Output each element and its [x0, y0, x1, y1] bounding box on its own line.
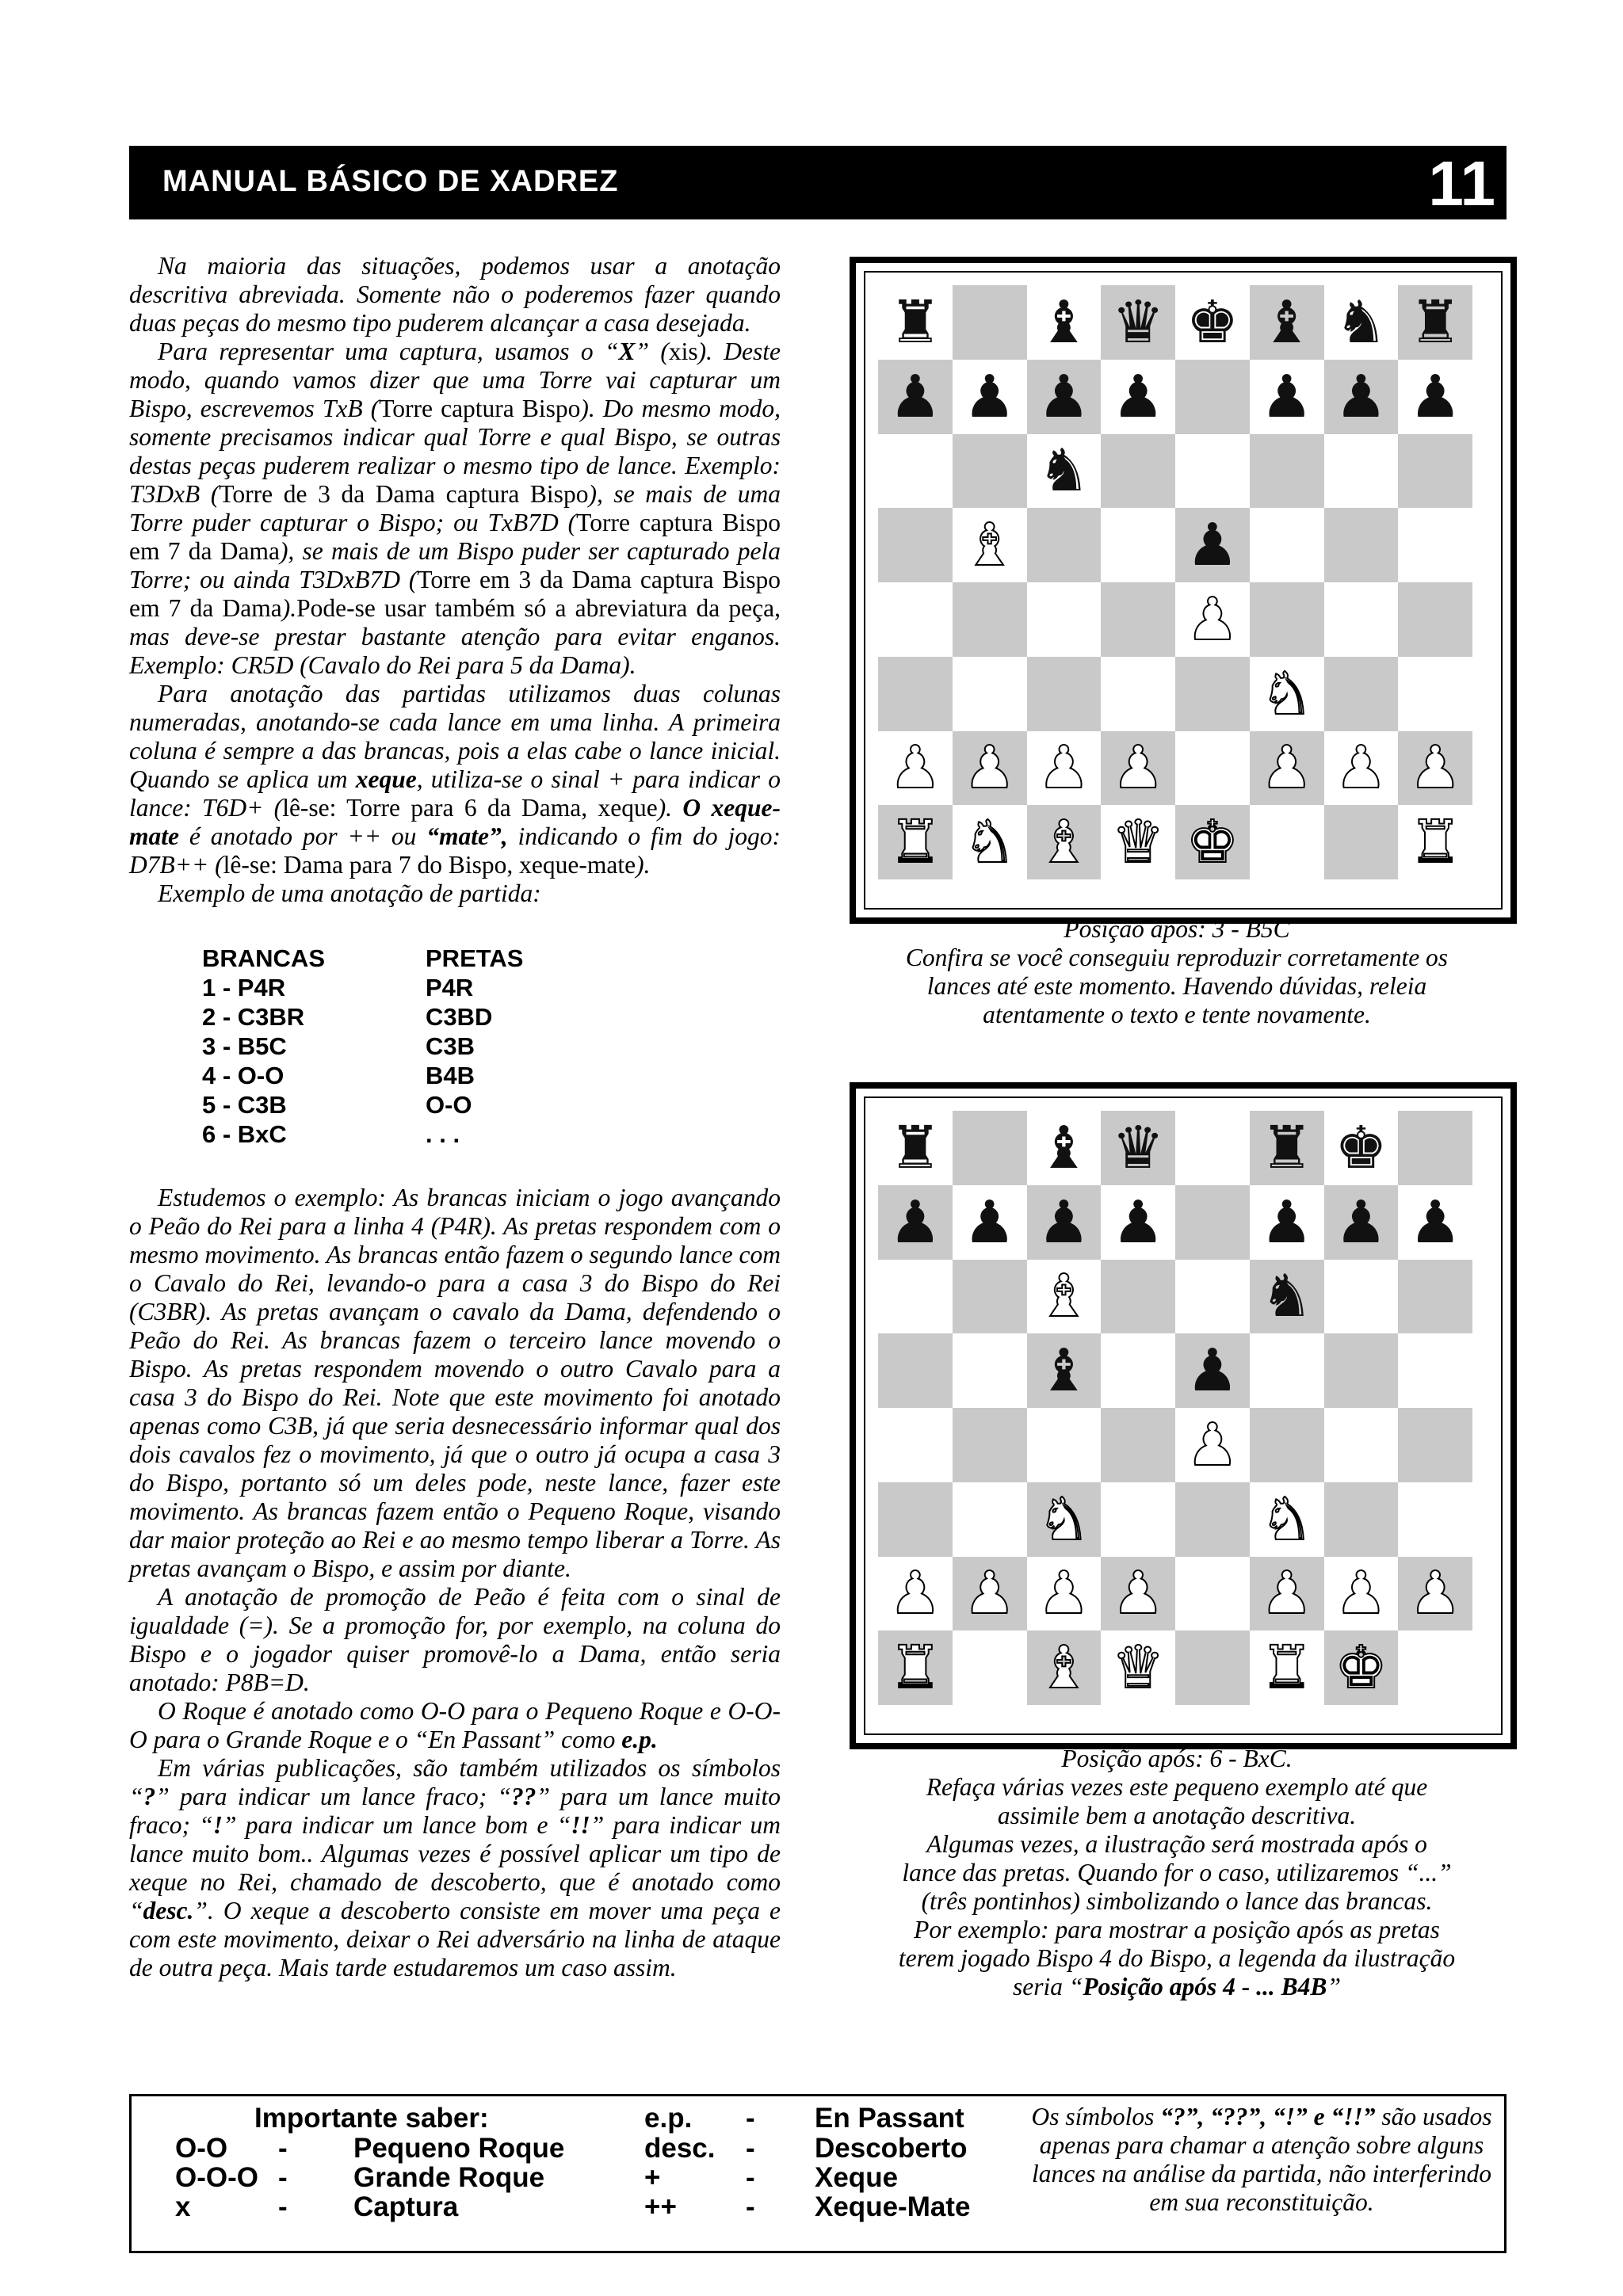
notation-dash: - [746, 2191, 755, 2222]
board-square [1324, 1111, 1399, 1185]
board-square [1324, 657, 1399, 731]
black-king-icon: ♚ [1186, 288, 1239, 357]
board-square [953, 1557, 1027, 1631]
board-square [1175, 1408, 1250, 1482]
board-square [1324, 434, 1399, 509]
white-bishop-icon: ♝ [1037, 1634, 1090, 1703]
board-square [953, 508, 1027, 582]
board-square [1250, 582, 1324, 657]
black-pawn-icon: ♟ [1186, 1337, 1239, 1405]
board-square [1027, 434, 1102, 509]
caption-line: lances até este momento. Havendo dúvidas, releia [926, 972, 1427, 1000]
black-pawn-icon: ♟ [1260, 1188, 1313, 1257]
black-pawn-icon: ♟ [1037, 362, 1090, 431]
white-pawn-icon: ♟ [963, 1559, 1016, 1628]
board-square [878, 508, 953, 582]
table-row: 2 - C3BR C3BD [202, 1003, 493, 1031]
board-square [1175, 1557, 1250, 1631]
board-square [953, 805, 1027, 879]
black-rook-icon: ♜ [1408, 288, 1462, 357]
board-square [1398, 1185, 1472, 1260]
board-square [1175, 1482, 1250, 1557]
black-pawn-icon: ♟ [1408, 362, 1462, 431]
board-square [878, 1185, 953, 1260]
white-queen-icon: ♛ [1111, 808, 1165, 877]
notation-dash: - [746, 2133, 755, 2164]
table-row: 3 - B5C C3B [202, 1032, 475, 1060]
board-square [878, 285, 953, 360]
manual-title: MANUAL BÁSICO DE XADREZ [162, 165, 619, 198]
board-square [1398, 657, 1472, 731]
notation-meaning: Descoberto [815, 2133, 968, 2164]
white-rook-icon: ♜ [888, 808, 942, 877]
caption-line: atentamente o texto e tente novamente. [983, 1001, 1371, 1028]
black-queen-icon: ♛ [1111, 288, 1165, 357]
board-square [1175, 508, 1250, 582]
board-square [1101, 657, 1175, 731]
caption-line: (três pontinhos) simbolizando o lance das brancas. [921, 1887, 1433, 1915]
white-pawn-icon: ♟ [1408, 1559, 1462, 1628]
board-square [1101, 582, 1175, 657]
white-knight-icon: ♞ [1260, 659, 1313, 728]
board-square [878, 805, 953, 879]
paragraph-capture: Para representar uma captura, usamos o “X” (xis). Deste modo, quando vamos dizer que uma Torre vai capturar um Bispo, escrevemos TxB (Torre captura Bispo). Do mesmo modo, somente precisamos indicar qual Torre e qual Bispo, se outras destas peças puderem realizar o mesmo tipo de lance. Exemplo: T3DxB (Torre de 3 da Dama captura Bispo), se mais de uma Torre puder capturar o Bispo; ou TxB7D (Torre captura Bispo em 7 da Dama), se mais de um Bispo puder ser capturado pela Torre; ou ainda T3DxB7D (Torre em 3 da Dama captura Bispo em 7 da Dama).Pode-se usar também só a abreviatura da peça, mas deve-se prestar bastante atenção para evitar enganos. Exemplo: CR5D (Cavalo do Rei para 5 da Dama). [129, 338, 781, 679]
board-square [1027, 508, 1102, 582]
board-square [1027, 1482, 1102, 1557]
black-king-icon: ♚ [1335, 1113, 1388, 1182]
board-square [878, 1482, 953, 1557]
caption-line: Posição após: 3 - B5C [1064, 915, 1290, 943]
board-square [1101, 1630, 1175, 1705]
notation-dash: - [278, 2191, 288, 2222]
black-knight-icon: ♞ [1335, 288, 1388, 357]
black-knight-icon: ♞ [1260, 1262, 1313, 1331]
board-square [1101, 1111, 1175, 1185]
page-header [129, 146, 1507, 219]
white-pawn-icon: ♟ [1260, 734, 1313, 803]
board-square [953, 1185, 1027, 1260]
board-square [1175, 285, 1250, 360]
board-square [1101, 1482, 1175, 1557]
notation-symbol: ++ [644, 2191, 677, 2222]
board-square [1027, 1408, 1102, 1482]
board-square [1027, 1260, 1102, 1334]
symbols-note: Os símbolos “?”, “??”, “!” e “!!” são usados apenas para chamar a atenção sobre alguns lances na análise da partida, não interferindo em sua reconstituição. [1031, 2103, 1492, 2216]
board-square [1324, 805, 1399, 879]
white-queen-icon: ♛ [1111, 1634, 1165, 1703]
white-pawn-icon: ♟ [1186, 585, 1239, 654]
caption-line: Refaça várias vezes este pequeno exemplo até que [926, 1773, 1428, 1801]
white-knight-icon: ♞ [1260, 1485, 1313, 1554]
board-square [1101, 1557, 1175, 1631]
caption-line: Por exemplo: para mostrar a posição após as pretas [914, 1916, 1440, 1943]
notation-dash: - [278, 2133, 288, 2164]
table-header [202, 944, 781, 973]
white-pawn-icon: ♟ [1037, 1559, 1090, 1628]
board-square [1324, 1482, 1399, 1557]
black-pawn-icon: ♟ [963, 1188, 1016, 1257]
board-square [1175, 1333, 1250, 1408]
game-notation-table [202, 944, 781, 1149]
white-pawn-icon: ♟ [1335, 734, 1388, 803]
board-square [1101, 360, 1175, 434]
board-square [1250, 731, 1324, 806]
white-pawn-icon: ♟ [1335, 1559, 1388, 1628]
board-square [1175, 582, 1250, 657]
board-square [1027, 1557, 1102, 1631]
board-square [1101, 285, 1175, 360]
board-square [1027, 285, 1102, 360]
board-square [953, 360, 1027, 434]
board-square [1250, 1185, 1324, 1260]
black-pawn-icon: ♟ [1186, 511, 1239, 580]
board-square [953, 1630, 1027, 1705]
white-pawn-icon: ♟ [888, 1559, 942, 1628]
board-square [878, 434, 953, 509]
black-rook-icon: ♜ [888, 288, 942, 357]
white-knight-icon: ♞ [963, 808, 1016, 877]
board-square [878, 1630, 953, 1705]
board-square [1027, 657, 1102, 731]
board-square [1398, 1482, 1472, 1557]
black-rook-icon: ♜ [1260, 1113, 1313, 1182]
black-pawn-icon: ♟ [1260, 362, 1313, 431]
board-square [1250, 657, 1324, 731]
white-bishop-icon: ♝ [1037, 808, 1090, 877]
white-pawn-icon: ♟ [1111, 734, 1165, 803]
board-square [878, 1260, 953, 1334]
board-square [878, 360, 953, 434]
board-square [1250, 1260, 1324, 1334]
board-square [1324, 1408, 1399, 1482]
board-square [1398, 1111, 1472, 1185]
board-square [1101, 508, 1175, 582]
board-square [878, 1111, 953, 1185]
white-bishop-icon: ♝ [1037, 1262, 1090, 1331]
info-heading: Importante saber: [254, 2103, 489, 2134]
board-square [1027, 582, 1102, 657]
board-square [953, 582, 1027, 657]
board-square [1175, 1185, 1250, 1260]
board-square [953, 657, 1027, 731]
table-row: 5 - C3B O-O [202, 1091, 472, 1119]
board-square [953, 1408, 1027, 1482]
board-square [1324, 360, 1399, 434]
board-square [878, 1333, 953, 1408]
board-square [1398, 1630, 1472, 1705]
board-square [1398, 805, 1472, 879]
caption-line: Confira se você conseguiu reproduzir corretamente os [905, 944, 1449, 971]
black-pawn-icon: ♟ [1335, 1188, 1388, 1257]
page-number: 11 [1428, 148, 1495, 219]
black-knight-icon: ♞ [1037, 437, 1090, 505]
board-square [1250, 1333, 1324, 1408]
board-square [1398, 285, 1472, 360]
white-pawn-icon: ♟ [1037, 734, 1090, 803]
board-square [953, 1111, 1027, 1185]
board-square [1101, 1408, 1175, 1482]
notation-meaning: Grande Roque [353, 2162, 545, 2193]
board-square [1324, 1185, 1399, 1260]
board-square [1250, 1111, 1324, 1185]
black-pawn-icon: ♟ [1037, 1188, 1090, 1257]
board-square [878, 1557, 953, 1631]
white-pawn-icon: ♟ [1111, 1559, 1165, 1628]
caption-line: Algumas vezes, a ilustração será mostrada após o [926, 1830, 1427, 1858]
board-square [1250, 1557, 1324, 1631]
board-square [1101, 805, 1175, 879]
notation-symbol: e.p. [644, 2103, 693, 2134]
white-king-icon: ♚ [1335, 1634, 1388, 1703]
paragraph-study-example: Estudemos o exemplo: As brancas iniciam o jogo avançando o Peão do Rei para a linha 4 (P4R). As pretas respondem com o mesmo movimento. As brancas então fazem o segundo lance com o Cavalo do Rei, levando-o para a casa 3 do Bispo do Rei (C3BR). As pretas avançam o cavalo da Dama, defendendo o Peão do Rei. As brancas fazem o terceiro lance movendo o Bispo. As pretas respondem movendo o outro Cavalo para a casa 3 do Bispo do Rei. Note que este movimento foi anotado apenas como C3B, já que seria desnecessário informar qual dos dois cavalos fez o movimento, já que o outro já ocupa a casa 3 do Bispo, portanto só um deles pode, neste lance, fazer este movimento. As brancas fazem então o Pequeno Roque, visando dar maior proteção ao Rei e ao mesmo tempo liberar a Torre. As pretas avançam o Bispo, e assim por diante. [129, 1184, 781, 1582]
paragraph-example-intro: Exemplo de uma anotação de partida: [158, 879, 541, 907]
board-square [953, 285, 1027, 360]
board-square [1101, 1185, 1175, 1260]
board-square [1398, 582, 1472, 657]
white-rook-icon: ♜ [888, 1634, 942, 1703]
board-square [1027, 1111, 1102, 1185]
board-square [1398, 1408, 1472, 1482]
board-square [1027, 1630, 1102, 1705]
column-pretas: PRETAS [426, 944, 524, 972]
paragraph-castling: O Roque é anotado como O-O para o Pequeno Roque e O-O-O para o Grande Roque e o “En Passant” como e.p. [129, 1697, 781, 1753]
black-pawn-icon: ♟ [963, 362, 1016, 431]
white-rook-icon: ♜ [1260, 1634, 1313, 1703]
board-square [1175, 731, 1250, 806]
white-pawn-icon: ♟ [1408, 734, 1462, 803]
notation-symbol: desc. [644, 2133, 716, 2164]
table-row: 1 - P4R P4R [202, 974, 474, 1001]
chess-board-1 [878, 285, 1472, 879]
board-square [1250, 805, 1324, 879]
black-queen-icon: ♛ [1111, 1113, 1165, 1182]
white-pawn-icon: ♟ [1260, 1559, 1313, 1628]
caption-line: assimile bem a anotação descritiva. [997, 1802, 1357, 1829]
white-pawn-icon: ♟ [888, 734, 942, 803]
table-row: 4 - O-O B4B [202, 1062, 475, 1089]
black-pawn-icon: ♟ [888, 1188, 942, 1257]
notation-dash: - [278, 2162, 288, 2193]
board-square [1324, 1630, 1399, 1705]
board-square [1175, 1260, 1250, 1334]
column-brancas: BRANCAS [202, 944, 325, 972]
board-square [1398, 1260, 1472, 1334]
table-row: 6 - BxC . . . [202, 1120, 460, 1148]
notation-symbol: O-O-O [175, 2162, 258, 2193]
board-square [1175, 1111, 1250, 1185]
white-rook-icon: ♜ [1408, 808, 1462, 877]
notation-meaning: Xeque-Mate [815, 2191, 971, 2222]
board-square [1175, 360, 1250, 434]
notation-symbol: O-O [175, 2133, 228, 2164]
board-square [1175, 657, 1250, 731]
paragraph-promotion: A anotação de promoção de Peão é feita com o sinal de igualdade (=). Se a promoção for, por exemplo, na coluna do Bispo e o jogador quiser promovê-lo a Dama, então seria anotado: P8B=D. [129, 1583, 781, 1696]
black-rook-icon: ♜ [888, 1113, 942, 1182]
board-square [878, 582, 953, 657]
notation-symbol: x [175, 2191, 191, 2222]
black-pawn-icon: ♟ [888, 362, 942, 431]
board-square [953, 1333, 1027, 1408]
board-square [1398, 1557, 1472, 1631]
paragraph-symbols: Em várias publicações, são também utilizados os símbolos “?” para indicar um lance fraco; “??” para um lance muito fraco; “!” para indicar um lance bom e “!!” para indicar um lance muito bom.. Algumas vezes é possível aplicar um tipo de xeque no Rei, chamado de descoberto, que é anotado como “desc.”. O xeque a descoberto consiste em mover uma peça e com este movimento, deixar o Rei adversário na linha de ataque de outra peça. Mais tarde estudaremos um caso assim. [129, 1754, 781, 1981]
board-square [1250, 360, 1324, 434]
notation-meaning: Pequeno Roque [353, 2133, 565, 2164]
important-info-box [129, 2094, 1507, 2253]
white-bishop-icon: ♝ [963, 511, 1016, 580]
white-pawn-icon: ♟ [1186, 1410, 1239, 1479]
board-square [1027, 805, 1102, 879]
left-column [129, 252, 781, 1982]
notation-dash: - [746, 2162, 755, 2193]
board-square [1101, 1260, 1175, 1334]
board-square [1250, 285, 1324, 360]
board-square [1027, 731, 1102, 806]
board-square [1101, 731, 1175, 806]
board-square [1250, 1482, 1324, 1557]
white-knight-icon: ♞ [1037, 1485, 1090, 1554]
board-square [1324, 582, 1399, 657]
caption-title: Posição após: 6 - BxC. [1061, 1745, 1293, 1772]
board-square [878, 1408, 953, 1482]
black-pawn-icon: ♟ [1111, 1188, 1165, 1257]
board-square [1324, 731, 1399, 806]
board-square [1398, 1333, 1472, 1408]
black-bishop-icon: ♝ [1037, 1337, 1090, 1405]
board-square [1250, 1630, 1324, 1705]
board-square [1175, 434, 1250, 509]
board-square [1027, 360, 1102, 434]
diagram-2-caption [844, 1745, 1510, 2001]
notation-symbol: + [644, 2162, 661, 2193]
notation-dash: - [746, 2103, 755, 2134]
board-square [953, 731, 1027, 806]
board-square [1250, 434, 1324, 509]
black-pawn-icon: ♟ [1111, 362, 1165, 431]
chess-diagram-1 [850, 257, 1517, 924]
board-square [953, 1260, 1027, 1334]
board-square [1250, 508, 1324, 582]
board-square [1398, 508, 1472, 582]
board-square [878, 657, 953, 731]
black-pawn-icon: ♟ [1335, 362, 1388, 431]
board-square [1398, 731, 1472, 806]
caption-line: seria “Posição após 4 - ... B4B” [1013, 1973, 1341, 2000]
white-king-icon: ♚ [1186, 808, 1239, 877]
board-square [1324, 1557, 1399, 1631]
notation-meaning: Captura [353, 2191, 459, 2222]
board-square [953, 434, 1027, 509]
board-square [1027, 1185, 1102, 1260]
diagram-1-caption [844, 915, 1510, 1029]
board-square [1175, 1630, 1250, 1705]
black-bishop-icon: ♝ [1037, 288, 1090, 357]
board-square [953, 1482, 1027, 1557]
notation-meaning: En Passant [815, 2103, 964, 2134]
chess-diagram-2 [850, 1082, 1517, 1749]
board-square [1027, 1333, 1102, 1408]
board-square [1175, 805, 1250, 879]
board-square [878, 731, 953, 806]
chess-board-2 [878, 1111, 1472, 1705]
board-square [1398, 360, 1472, 434]
board-square [1101, 434, 1175, 509]
white-pawn-icon: ♟ [963, 734, 1016, 803]
caption-line: terem jogado Bispo 4 do Bispo, a legenda da ilustração [898, 1944, 1456, 1972]
paragraph-notation-columns: Para anotação das partidas utilizamos duas colunas numeradas, anotando-se cada lance em uma linha. A primeira coluna é sempre a das brancas, pois a elas cabe o lance inicial. Quando se aplica um xeque, utiliza-se o sinal + para indicar o lance: T6D+ (lê-se: Torre para 6 da Dama, xeque). O xeque-mate é anotado por ++ ou “mate”, indicando o fim do jogo: D7B++ (lê-se: Dama para 7 do Bispo, xeque-mate). [129, 680, 781, 879]
board-square [1101, 1333, 1175, 1408]
board-square [1324, 1260, 1399, 1334]
board-square [1324, 508, 1399, 582]
board-square [1250, 1408, 1324, 1482]
black-bishop-icon: ♝ [1260, 288, 1313, 357]
board-square [1324, 285, 1399, 360]
black-bishop-icon: ♝ [1037, 1113, 1090, 1182]
notation-meaning: Xeque [815, 2162, 899, 2193]
caption-line: lance das pretas. Quando for o caso, utilizaremos “...” [902, 1859, 1452, 1886]
board-square [1398, 434, 1472, 509]
black-pawn-icon: ♟ [1408, 1188, 1462, 1257]
board-square [1324, 1333, 1399, 1408]
paragraph-abbreviated: Na maioria das situações, podemos usar a anotação descritiva abreviada. Somente não o poderemos fazer quando duas peças do mesmo tipo puderem alcançar a casa desejada. [129, 252, 781, 337]
